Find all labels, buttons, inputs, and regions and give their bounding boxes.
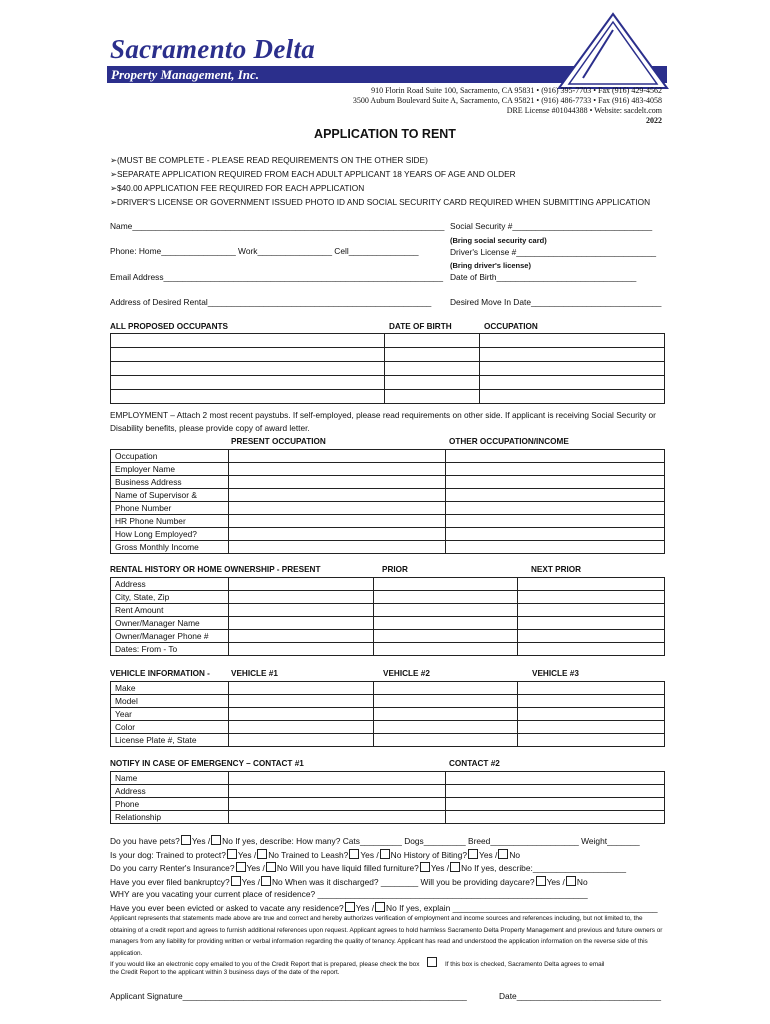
- leash-yes-checkbox[interactable]: [349, 849, 359, 859]
- drivers-license-field[interactable]: Driver's License #______________________________: [450, 247, 657, 257]
- pets-describe-label: No If yes, describe: How many? Cats_________ Dogs_________ Breed___________________ Weight_______: [222, 836, 640, 846]
- occupants-header: ALL PROPOSED OCCUPANTS: [110, 322, 228, 331]
- daycare-yes-checkbox[interactable]: [536, 876, 546, 886]
- employment-entry-cell[interactable]: [446, 489, 665, 502]
- daycare-label: No When was it discharged? ________ Will you be providing daycare?: [271, 877, 535, 887]
- employment-label-cell: Gross Monthly Income: [111, 541, 229, 554]
- rental-entry-cell[interactable]: [228, 643, 373, 656]
- vacating-question[interactable]: WHY are you vacating your current place of residence? __________________________________________________________: [110, 889, 588, 899]
- eviction-explain-label: No If yes, explain ____________________________________________: [386, 903, 658, 913]
- emergency-label-cell: Relationship: [111, 811, 229, 824]
- employment-entry-cell[interactable]: [228, 515, 446, 528]
- company-subtitle: Property Management, Inc.: [111, 67, 260, 82]
- pets-yes-checkbox[interactable]: [181, 835, 191, 845]
- table-row: [111, 515, 665, 528]
- vehicle-label-cell: Make: [111, 682, 229, 695]
- table-row: [111, 476, 665, 489]
- dl-note: (Bring driver's license): [450, 261, 531, 270]
- daycare-no-checkbox[interactable]: [566, 876, 576, 886]
- rental-entry-cell[interactable]: [228, 630, 373, 643]
- requirement-2: ➢SEPARATE APPLICATION REQUIRED FROM EACH ADULT APPLICANT 18 YEARS OF AGE AND OLDER: [110, 169, 516, 179]
- emergency-entry-cell[interactable]: [446, 785, 665, 798]
- eviction-no-checkbox[interactable]: [375, 902, 385, 912]
- vehicle-label-cell: Color: [111, 721, 229, 734]
- vehicle-entry-cell[interactable]: [228, 682, 373, 695]
- requirement-1: ➢(MUST BE COMPLETE - PLEASE READ REQUIREMENTS ON THE OTHER SIDE): [110, 155, 428, 165]
- present-occupation-header: PRESENT OCCUPATION: [231, 437, 326, 446]
- bankruptcy-question: [110, 876, 588, 887]
- emergency-contact-1-header: NOTIFY IN CASE OF EMERGENCY – CONTACT #1: [110, 759, 304, 768]
- vehicle-label-cell: License Plate #, State: [111, 734, 229, 747]
- emergency-label-cell: Name: [111, 772, 229, 785]
- occupant-occupation-cell[interactable]: [480, 390, 665, 404]
- table-row: [111, 785, 665, 798]
- table-row: [111, 617, 665, 630]
- table-row: [111, 362, 665, 376]
- vehicle-entry-cell[interactable]: [373, 721, 518, 734]
- biting-no-label: No: [509, 850, 521, 860]
- table-row: [111, 541, 665, 554]
- vehicle-label-cell: Year: [111, 708, 229, 721]
- vehicle-entry-cell[interactable]: [518, 695, 665, 708]
- requirement-3: ➢$40.00 APPLICATION FEE REQUIRED FOR EACH APPLICATION: [110, 183, 365, 193]
- leash-no-checkbox[interactable]: [380, 849, 390, 859]
- table-row: [111, 682, 665, 695]
- occupant-occupation-cell[interactable]: [480, 334, 665, 348]
- eviction-label: Have you ever been evicted or asked to vacate any residence?: [110, 903, 344, 913]
- employment-label-cell: Phone Number: [111, 502, 229, 515]
- insurance-label: Do you carry Renter's Insurance?: [110, 863, 235, 873]
- vehicle-entry-cell[interactable]: [228, 708, 373, 721]
- emergency-entry-cell[interactable]: [446, 798, 665, 811]
- employment-label-cell: Name of Supervisor &: [111, 489, 229, 502]
- occupant-dob-cell[interactable]: [384, 376, 480, 390]
- insurance-yes-checkbox[interactable]: [236, 862, 246, 872]
- occupant-occupation-cell[interactable]: [480, 348, 665, 362]
- rental-prior-header: PRIOR: [382, 565, 408, 574]
- rental-entry-cell[interactable]: [228, 591, 373, 604]
- rental-entry-cell[interactable]: [518, 578, 665, 591]
- address-line-2: 3500 Auburn Boulevard Suite A, Sacramento, CA 95821 • (916) 486-7733 • Fax (916) 483-4058: [352, 96, 662, 105]
- signature-field[interactable]: Applicant Signature_____________________________________________________________: [110, 991, 467, 1001]
- employment-entry-cell[interactable]: [446, 502, 665, 515]
- rental-entry-cell[interactable]: [373, 578, 518, 591]
- vehicle-3-header: VEHICLE #3: [532, 669, 579, 678]
- vehicle-entry-cell[interactable]: [373, 682, 518, 695]
- occupant-name-cell[interactable]: [111, 362, 385, 376]
- employment-entry-cell[interactable]: [446, 463, 665, 476]
- address-line-1: 910 Florin Road Suite 100, Sacramento, CA 95831 • (916) 395-7703 • Fax (916) 429-4562: [371, 86, 662, 95]
- eviction-yes-checkbox[interactable]: [345, 902, 355, 912]
- table-row: [111, 798, 665, 811]
- rental-label-cell: Owner/Manager Phone #: [111, 630, 229, 643]
- table-row: [111, 489, 665, 502]
- table-row: [111, 450, 665, 463]
- employment-entry-cell[interactable]: [228, 450, 446, 463]
- emergency-entry-cell[interactable]: [446, 811, 665, 824]
- employment-label-cell: HR Phone Number: [111, 515, 229, 528]
- emergency-entry-cell[interactable]: [228, 772, 446, 785]
- employment-entry-cell[interactable]: [446, 528, 665, 541]
- emergency-table: [110, 771, 665, 824]
- vehicle-header: VEHICLE INFORMATION -: [110, 669, 210, 678]
- employment-entry-cell[interactable]: [228, 502, 446, 515]
- rental-address-field[interactable]: Address of Desired Rental________________________________________________: [110, 297, 432, 307]
- table-row: [111, 630, 665, 643]
- move-in-field[interactable]: Desired Move In Date____________________________: [450, 297, 662, 307]
- table-row: [111, 643, 665, 656]
- employment-label-cell: Occupation: [111, 450, 229, 463]
- rental-label-cell: Rent Amount: [111, 604, 229, 617]
- ssn-field[interactable]: Social Security #______________________________: [450, 221, 653, 231]
- occupant-dob-cell[interactable]: [384, 348, 480, 362]
- bankruptcy-label: Have you ever filed bankruptcy?: [110, 877, 230, 887]
- table-row: [111, 390, 665, 404]
- emergency-label-cell: Phone: [111, 798, 229, 811]
- protect-yes-label: Yes /: [237, 850, 257, 860]
- biting-yes-checkbox[interactable]: [468, 849, 478, 859]
- vehicle-entry-cell[interactable]: [373, 695, 518, 708]
- employment-label-cell: Business Address: [111, 476, 229, 489]
- credit-report-text: If you would like an electronic copy emailed to you of the Credit Report that is prepared, please check the box: [110, 961, 420, 968]
- other-occupation-header: OTHER OCCUPATION/INCOME: [449, 437, 569, 446]
- table-row: [111, 578, 665, 591]
- rental-label-cell: City, State, Zip: [111, 591, 229, 604]
- rental-history-header: RENTAL HISTORY OR HOME OWNERSHIP - PRESENT: [110, 565, 321, 574]
- rental-entry-cell[interactable]: [518, 643, 665, 656]
- occupants-dob-header: DATE OF BIRTH: [389, 322, 452, 331]
- employment-entry-cell[interactable]: [228, 476, 446, 489]
- furniture-yes-label: Yes /: [430, 863, 450, 873]
- table-row: [111, 695, 665, 708]
- daycare-yes-label: Yes /: [546, 877, 565, 887]
- rental-entry-cell[interactable]: [373, 643, 518, 656]
- rental-entry-cell[interactable]: [373, 617, 518, 630]
- rental-entry-cell[interactable]: [518, 617, 665, 630]
- occupant-dob-cell[interactable]: [384, 390, 480, 404]
- vehicle-entry-cell[interactable]: [518, 721, 665, 734]
- vehicle-entry-cell[interactable]: [228, 695, 373, 708]
- vehicle-entry-cell[interactable]: [228, 721, 373, 734]
- occupant-occupation-cell[interactable]: [480, 362, 665, 376]
- emergency-entry-cell[interactable]: [228, 798, 446, 811]
- table-row: [111, 463, 665, 476]
- dog-protect-label: Is your dog: Trained to protect?: [110, 850, 226, 860]
- vehicle-entry-cell[interactable]: [373, 734, 518, 747]
- bankruptcy-yes-label: Yes /: [241, 877, 260, 887]
- rental-history-table: [110, 577, 665, 656]
- insurance-question: [110, 862, 626, 873]
- rental-entry-cell[interactable]: [518, 591, 665, 604]
- biting-label: No History of Biting?: [390, 850, 468, 860]
- ssn-note: (Bring social security card): [450, 236, 547, 245]
- employment-intro: EMPLOYMENT – Attach 2 most recent paystubs. If self-employed, please read requirements on other side. If applicant is receiving Social Security or Disability benefits, please provide copy of award letter.: [110, 410, 656, 433]
- table-row: [111, 811, 665, 824]
- emergency-entry-cell[interactable]: [228, 785, 446, 798]
- page-title: APPLICATION TO RENT: [314, 127, 456, 141]
- leash-label: No Trained to Leash?: [268, 850, 349, 860]
- table-row: [111, 772, 665, 785]
- rental-entry-cell[interactable]: [373, 591, 518, 604]
- occupant-name-cell[interactable]: [111, 376, 385, 390]
- eviction-yes-label: Yes /: [355, 903, 375, 913]
- company-name: Sacramento Delta: [110, 34, 316, 64]
- occupant-occupation-cell[interactable]: [480, 376, 665, 390]
- vehicle-table: [110, 681, 665, 747]
- requirement-4: ➢DRIVER'S LICENSE OR GOVERNMENT ISSUED PHOTO ID AND SOCIAL SECURITY CARD REQUIRED WHEN SUBMITTING APPLICATION: [110, 197, 651, 207]
- occupants-occupation-header: OCCUPATION: [484, 322, 538, 331]
- occupant-name-cell[interactable]: [111, 334, 385, 348]
- rental-entry-cell[interactable]: [228, 578, 373, 591]
- occupant-dob-cell[interactable]: [384, 334, 480, 348]
- emergency-contact-2-header: CONTACT #2: [449, 759, 500, 768]
- vehicle-2-header: VEHICLE #2: [383, 669, 430, 678]
- rental-label-cell: Address: [111, 578, 229, 591]
- protect-yes-checkbox[interactable]: [227, 849, 237, 859]
- credit-report-checkbox[interactable]: [427, 957, 437, 967]
- rental-entry-cell[interactable]: [373, 604, 518, 617]
- table-row: [111, 604, 665, 617]
- rental-next-prior-header: NEXT PRIOR: [531, 565, 582, 574]
- employment-entry-cell[interactable]: [228, 463, 446, 476]
- table-row: [111, 708, 665, 721]
- employment-entry-cell[interactable]: [228, 489, 446, 502]
- employment-entry-cell[interactable]: [446, 450, 665, 463]
- employment-entry-cell[interactable]: [228, 541, 446, 554]
- employment-table: [110, 449, 665, 554]
- name-field[interactable]: Name___________________________________________________________________: [110, 221, 445, 231]
- occupant-name-cell[interactable]: [111, 390, 385, 404]
- rental-entry-cell[interactable]: [228, 604, 373, 617]
- emergency-entry-cell[interactable]: [446, 772, 665, 785]
- employment-entry-cell[interactable]: [446, 476, 665, 489]
- biting-yes-label: Yes /: [479, 850, 498, 860]
- phone-field[interactable]: Phone: Home________________ Work________________ Cell_______________: [110, 246, 419, 256]
- pets-question: [110, 835, 640, 846]
- credit-report-note: If this box is checked, Sacramento Delta agrees to email: [444, 961, 605, 968]
- rental-entry-cell[interactable]: [373, 630, 518, 643]
- occupant-name-cell[interactable]: [111, 348, 385, 362]
- bankruptcy-no-checkbox[interactable]: [261, 876, 271, 886]
- table-row: [111, 502, 665, 515]
- vehicle-entry-cell[interactable]: [518, 734, 665, 747]
- emergency-entry-cell[interactable]: [228, 811, 446, 824]
- vehicle-entry-cell[interactable]: [373, 708, 518, 721]
- credit-report-line-2: the Credit Report to the applicant within 3 business days of the date of the report.: [110, 969, 340, 976]
- rental-label-cell: Dates: From - To: [111, 643, 229, 656]
- leash-yes-label: Yes /: [360, 850, 379, 860]
- emergency-label-cell: Address: [111, 785, 229, 798]
- vehicle-entry-cell[interactable]: [518, 708, 665, 721]
- pets-no-checkbox[interactable]: [211, 835, 221, 845]
- table-row: [111, 734, 665, 747]
- pets-yes-label: Yes /: [191, 836, 211, 846]
- rental-label-cell: Owner/Manager Name: [111, 617, 229, 630]
- authorization-text: Applicant represents that statements made above are true and correct and hereby authorizes verification of employment and income sources and references including, but not limited to, the obtaining of a credit report and agrees to furnish additional references upon request. Applicant agrees to hold harmless Sacramento Delta Property Management and previous and future owners or managers from any liability for providing written or verbal information regarding the quality of tenancy. Applicant has read and understood the application information on the reverse side of this application.: [110, 915, 663, 957]
- triangle-logo: [553, 12, 673, 92]
- rental-entry-cell[interactable]: [228, 617, 373, 630]
- employment-label-cell: Employer Name: [111, 463, 229, 476]
- furniture-no-checkbox[interactable]: [450, 862, 460, 872]
- table-row: [111, 334, 665, 348]
- vehicle-label-cell: Model: [111, 695, 229, 708]
- rental-entry-cell[interactable]: [518, 604, 665, 617]
- rental-entry-cell[interactable]: [518, 630, 665, 643]
- form-year: 2022: [646, 116, 662, 125]
- table-row: [111, 528, 665, 541]
- dob-field[interactable]: Date of Birth______________________________: [450, 272, 637, 282]
- insurance-no-checkbox[interactable]: [266, 862, 276, 872]
- signature-date-field[interactable]: Date_______________________________: [499, 991, 662, 1001]
- furniture-yes-checkbox[interactable]: [420, 862, 430, 872]
- vehicle-1-header: VEHICLE #1: [231, 669, 278, 678]
- email-field[interactable]: Email Address____________________________________________________________: [110, 272, 443, 282]
- eviction-question: [110, 902, 658, 913]
- furniture-label: No Will you have liquid filled furniture?: [276, 863, 419, 873]
- license-line: DRE License #01044388 • Website: sacdelt.com: [506, 106, 662, 115]
- table-row: [111, 591, 665, 604]
- occupants-table: [110, 333, 665, 404]
- occupant-dob-cell[interactable]: [384, 362, 480, 376]
- pets-label: Do you have pets?: [110, 836, 180, 846]
- table-row: [111, 348, 665, 362]
- protect-no-checkbox[interactable]: [257, 849, 267, 859]
- insurance-yes-label: Yes /: [246, 863, 265, 873]
- vehicle-entry-cell[interactable]: [518, 682, 665, 695]
- table-row: [111, 376, 665, 390]
- daycare-no-label: No: [576, 877, 588, 887]
- biting-no-checkbox[interactable]: [498, 849, 508, 859]
- employment-entry-cell[interactable]: [446, 541, 665, 554]
- furniture-describe-label: No If yes, describe:____________________: [461, 863, 626, 873]
- vehicle-entry-cell[interactable]: [228, 734, 373, 747]
- table-row: [111, 721, 665, 734]
- bankruptcy-yes-checkbox[interactable]: [231, 876, 241, 886]
- employment-entry-cell[interactable]: [228, 528, 446, 541]
- dog-question: [110, 849, 520, 860]
- employment-label-cell: How Long Employed?: [111, 528, 229, 541]
- employment-entry-cell[interactable]: [446, 515, 665, 528]
